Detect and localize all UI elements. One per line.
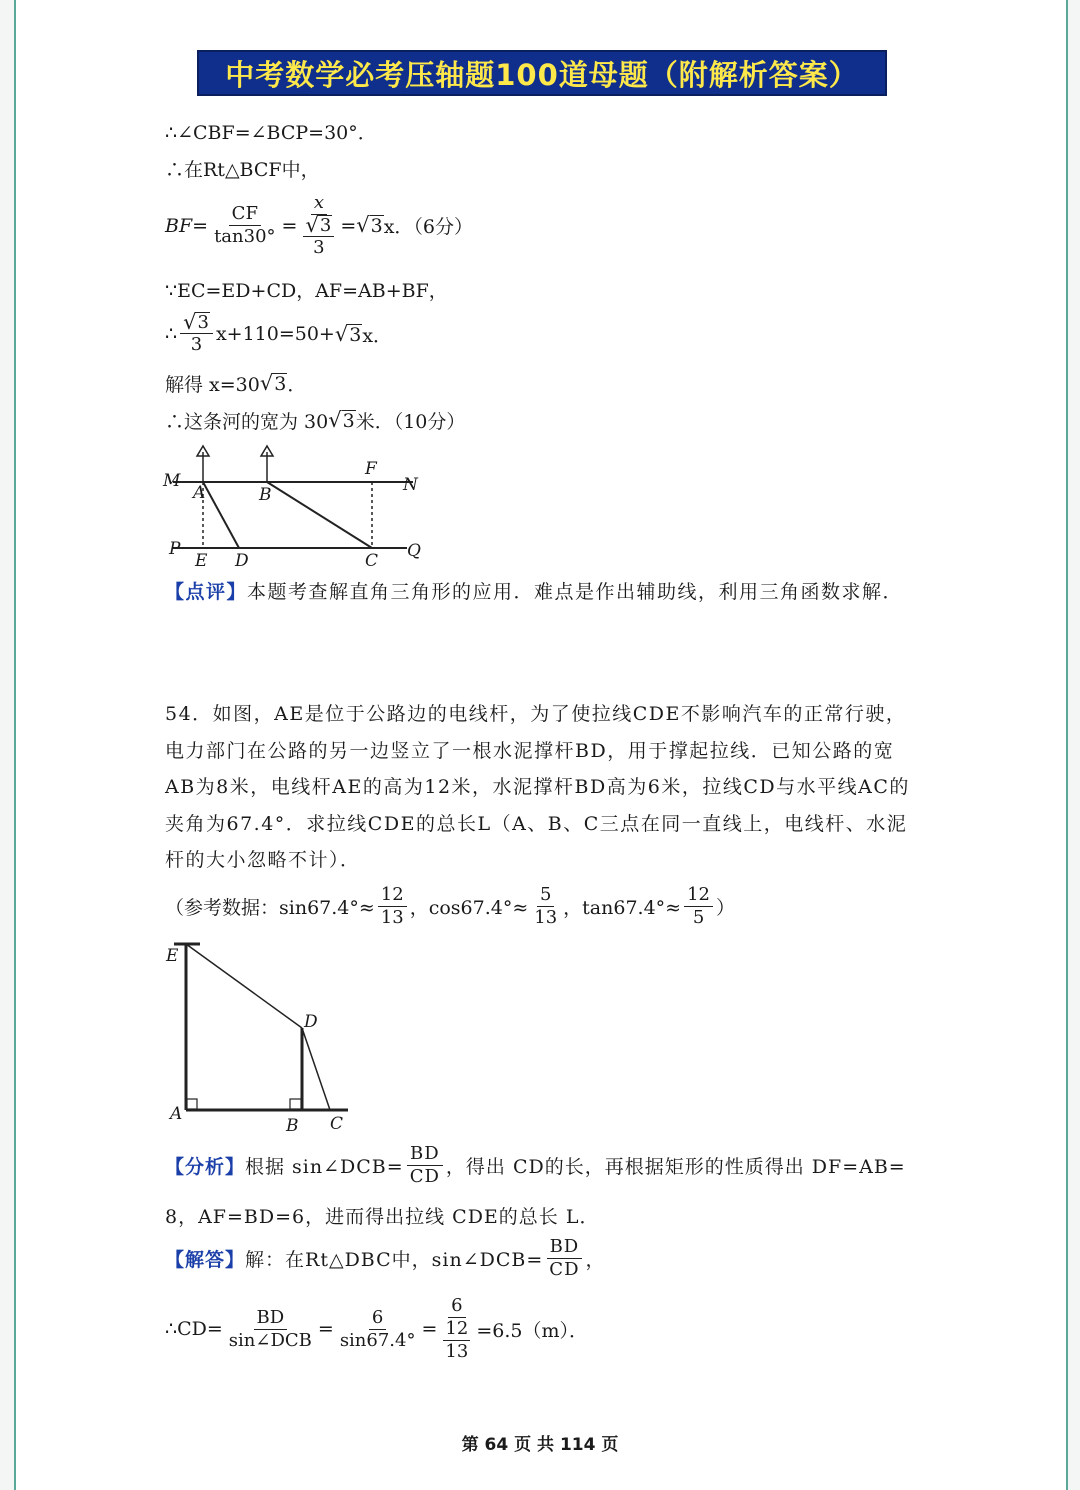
wire-dc [302,1028,330,1110]
label-a: A [170,1104,183,1124]
fraction-sqrt3-over-3: √ 3 3 [180,312,213,356]
reference-data: （参考数据：sin67.4°≈ $\frac{12}{13}$ ，cos67.4°≈ $\frac{5}{13}$ ，tan67.4°≈ $\frac{12}{5}$ ） [165,884,736,928]
solution-line-1: ∴∠CBF=∠BCP=30°． [165,122,377,144]
label-n: N [403,475,418,495]
analysis-line-1: 【分析】 根据 sin∠DCB= $\frac{BD}{CD}$ ，得出 CD的长，再根据矩形的性质得出 DF=AB= [165,1143,906,1187]
right-angle-b [290,1099,301,1109]
label-p: P [169,539,181,559]
right-angle-a [187,1099,197,1109]
label-c: C [365,551,379,571]
river-diagram [155,440,430,575]
fraction-cf-tan30: $\frac{CF}{\tan 30^\circ}$ [214,203,276,247]
segment-ad [203,482,239,548]
solution-line-7: ∴这条河的宽为 30 √ 3 米．（10分） [165,408,466,433]
solution-line-6: 解得 x=30 √ 3 ． [165,371,307,396]
label-b: B [259,485,272,505]
label-a: A [193,483,206,503]
solution-line-3: BF= $\frac{CF}{\tan 30^\circ}$ = x √ 3 3 = √ 3 x．（6分） [165,192,474,258]
label-e: E [195,551,208,571]
analysis-line-2: 8，AF=BD=6，进而得出拉线 CDE的总长 L． [165,1206,600,1228]
solution-line-4: ∵EC=ED+CD，AF=AB+BF， [165,280,448,302]
problem-54-text: 54．如图，AE是位于公路边的电线杆，为了使拉线CDE不影响汽车的正常行驶，电力部门在公路的另一边竖立了一根水泥撑杆BD，用于撑起拉线．已知公路的宽AB为8米，电线杆AE的高为12米，水泥撑杆BD高为6米，拉线CD与水平线AC的夹角为67.4°．求拉线CDE的总长L（A、B、C三点在同一直线上，电线杆、水泥杆的大小忽略不计）． [165,703,910,871]
solution-line-5: ∴ √ 3 3 x+110=50+ √ 3 x． [165,310,393,355]
wire-ed [186,944,302,1028]
pole-diagram [160,935,360,1140]
page-footer: 第 64 页 共 114 页 [461,1435,619,1455]
sqrt-3: √ 3 [356,213,383,237]
page-edge-right [1066,0,1080,1490]
label-d: D [235,551,249,571]
label-q: Q [407,541,421,561]
answer-line-2: ∴CD= $\frac{BD}{\text{sin∠DCB}}$ = $\frac{6}{\sin 67.4^\circ}$ = 6 12 13 =6.5（m）． [165,1295,588,1362]
answer-line-1: 【解答】 解：在Rt△DBC中，sin∠DCB= $\frac{BD}{CD}$ ， [165,1236,606,1280]
label-e: E [166,946,179,966]
solution-line-2: ∴在Rt△BCF中， [165,159,320,181]
label-d: D [304,1012,318,1032]
label-c: C [330,1114,344,1134]
fraction-x-sqrt3-over-3: x √ 3 3 [300,192,337,259]
page-edge-left [0,0,16,1490]
label-b: B [286,1116,299,1136]
label-f: F [365,459,377,479]
segment-bc [267,482,372,548]
page-title-banner: 中考数学必考压轴题100道母题（附解析答案） [197,50,887,96]
label-m: M [163,471,181,491]
comment-paragraph: 【点评】本题考查解直角三角形的应用．难点是作出辅助线，利用三角函数求解． [165,581,904,603]
